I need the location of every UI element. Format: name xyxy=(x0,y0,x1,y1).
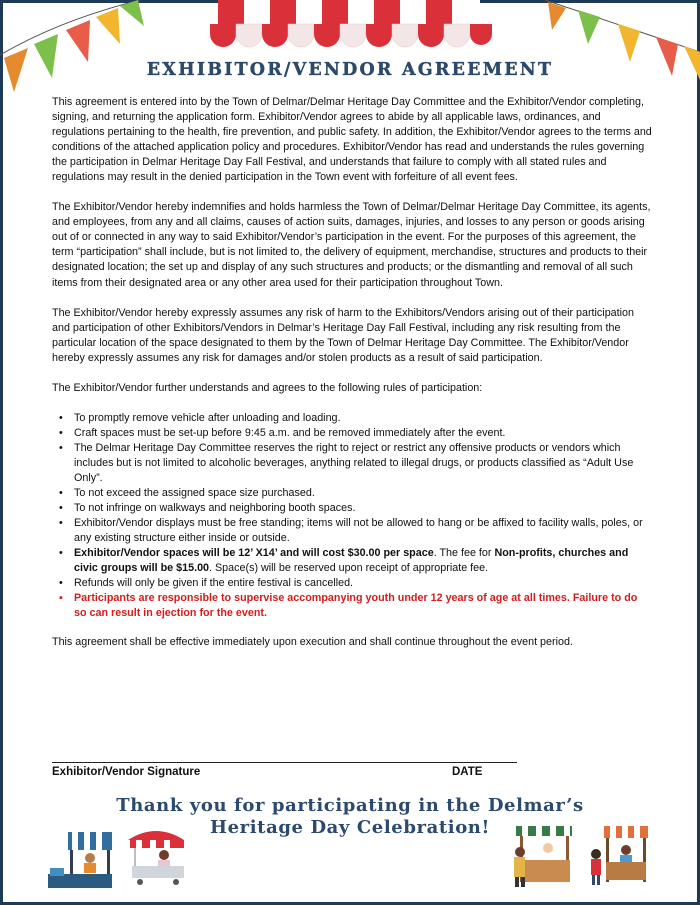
paragraph-rules-intro: The Exhibitor/Vendor further understands and agrees to the following rules of participation: xyxy=(52,381,483,394)
rules-list xyxy=(52,411,652,622)
rule-item: • To promptly remove vehicle after unloading and loading. xyxy=(74,411,652,426)
signature-line[interactable] xyxy=(52,762,517,763)
thank-you-line-1: Thank you for participating in the Delmar’s xyxy=(116,795,584,816)
agreement-body xyxy=(52,95,652,666)
fee-text-1: . The fee for xyxy=(433,547,495,560)
rule-item: • Exhibitor/Vendor displays must be free standing; items will not be allowed to hang or be affixed to facility walls, poles, or any existing structure either inside or outside. xyxy=(74,516,652,546)
paragraph-intro: This agreement is entered into by the Town of Delmar/Delmar Heritage Day Committee and the Exhibitor/Vendor completing, signing, and returning the application form. Exhibitor/Vendor agrees to abide by all applicable laws, ordinances, and regulations pertaining to the health, fire prevention, and public safety. In addition, the Exhibitor/Vendor agrees to the terms and conditions of the attached application policy and procedures. Exhibitor/Vendor has read and understands the rules governing the participation in Delmar Heritage Day Fall Festival, and understands that failure to comply with all stated rules and regulations may result in the denied participation in the Town event with forfeiture of all event fees. xyxy=(52,96,652,184)
thank-you-line-2: Heritage Day Celebration! xyxy=(209,817,490,838)
thank-you-message xyxy=(60,795,640,839)
paragraph-indemnity: The Exhibitor/Vendor hereby indemnifies and holds harmless the Town of Delmar/Delmar Heritage Day Committee, its agents, and employees, from any and all claims, causes of action suits, damages, injuries, and losses to any person or goods arising out of or connected in any way to said Exhibitor/Vendor’s participation in the event. For the purposes of this agreement, the term “participation” shall include, but is not limited to, the delivery of equipment, merchandise, structures and products to their designated location; the set up and display of any such structures and products; or the dismantling and removal of all such items from their designated area or any other area used for their participation throughout Town. xyxy=(52,201,651,289)
date-label: DATE xyxy=(452,766,483,778)
rule-item-warning: ▪ Participants are responsible to supervise accompanying youth under 12 years of age at all times. Failure to do so can result in ejection for the event. xyxy=(74,591,652,621)
rule-item: • To not exceed the assigned space size purchased. xyxy=(74,486,652,501)
page-title: EXHIBITOR/VENDOR AGREEMENT xyxy=(146,60,554,80)
signature-label: Exhibitor/Vendor Signature xyxy=(52,766,201,778)
paragraph-closing: This agreement shall be effective immediately upon execution and shall continue throughout the event period. xyxy=(52,636,573,649)
fee-text-2: . Space(s) will be reserved upon receipt of appropriate fee. xyxy=(209,562,489,575)
paragraph-risk: The Exhibitor/Vendor hereby expressly assumes any risk of harm to the Exhibitors/Vendors arising out of their participation and participation of other Exhibitors/Vendors in Delmar’s Heritage Day Fall Festival, including any risk resulting from the particular location of the space designated to them by the Town of Delmar Heritage Day Committee. The Exhibitor/Vendor hereby expressly assumes any risk for damages and/or stolen products as a result of said participation. xyxy=(52,306,634,364)
rule-item: • To not infringe on walkways and neighboring booth spaces. xyxy=(74,501,652,516)
rule-item: • Craft spaces must be set-up before 9:45 a.m. and be removed immediately after the event. xyxy=(74,426,652,441)
fee-bold-2: Non-profits, churches and civic groups will be $15.00 xyxy=(74,547,629,575)
rule-item-fee xyxy=(74,546,652,576)
fee-bold-1: Exhibitor/Vendor spaces will be 12’ X14’ and will cost $30.00 per space xyxy=(74,547,434,560)
rule-item: • The Delmar Heritage Day Committee reserves the right to reject or restrict any offensive products or vendors which includes but is not limited to alcoholic beverages, anything related to illegal drugs, or products classified as “Adult Use Only”. xyxy=(74,441,652,486)
rule-item-refund: • Refunds will only be given if the entire festival is cancelled. xyxy=(74,576,652,591)
